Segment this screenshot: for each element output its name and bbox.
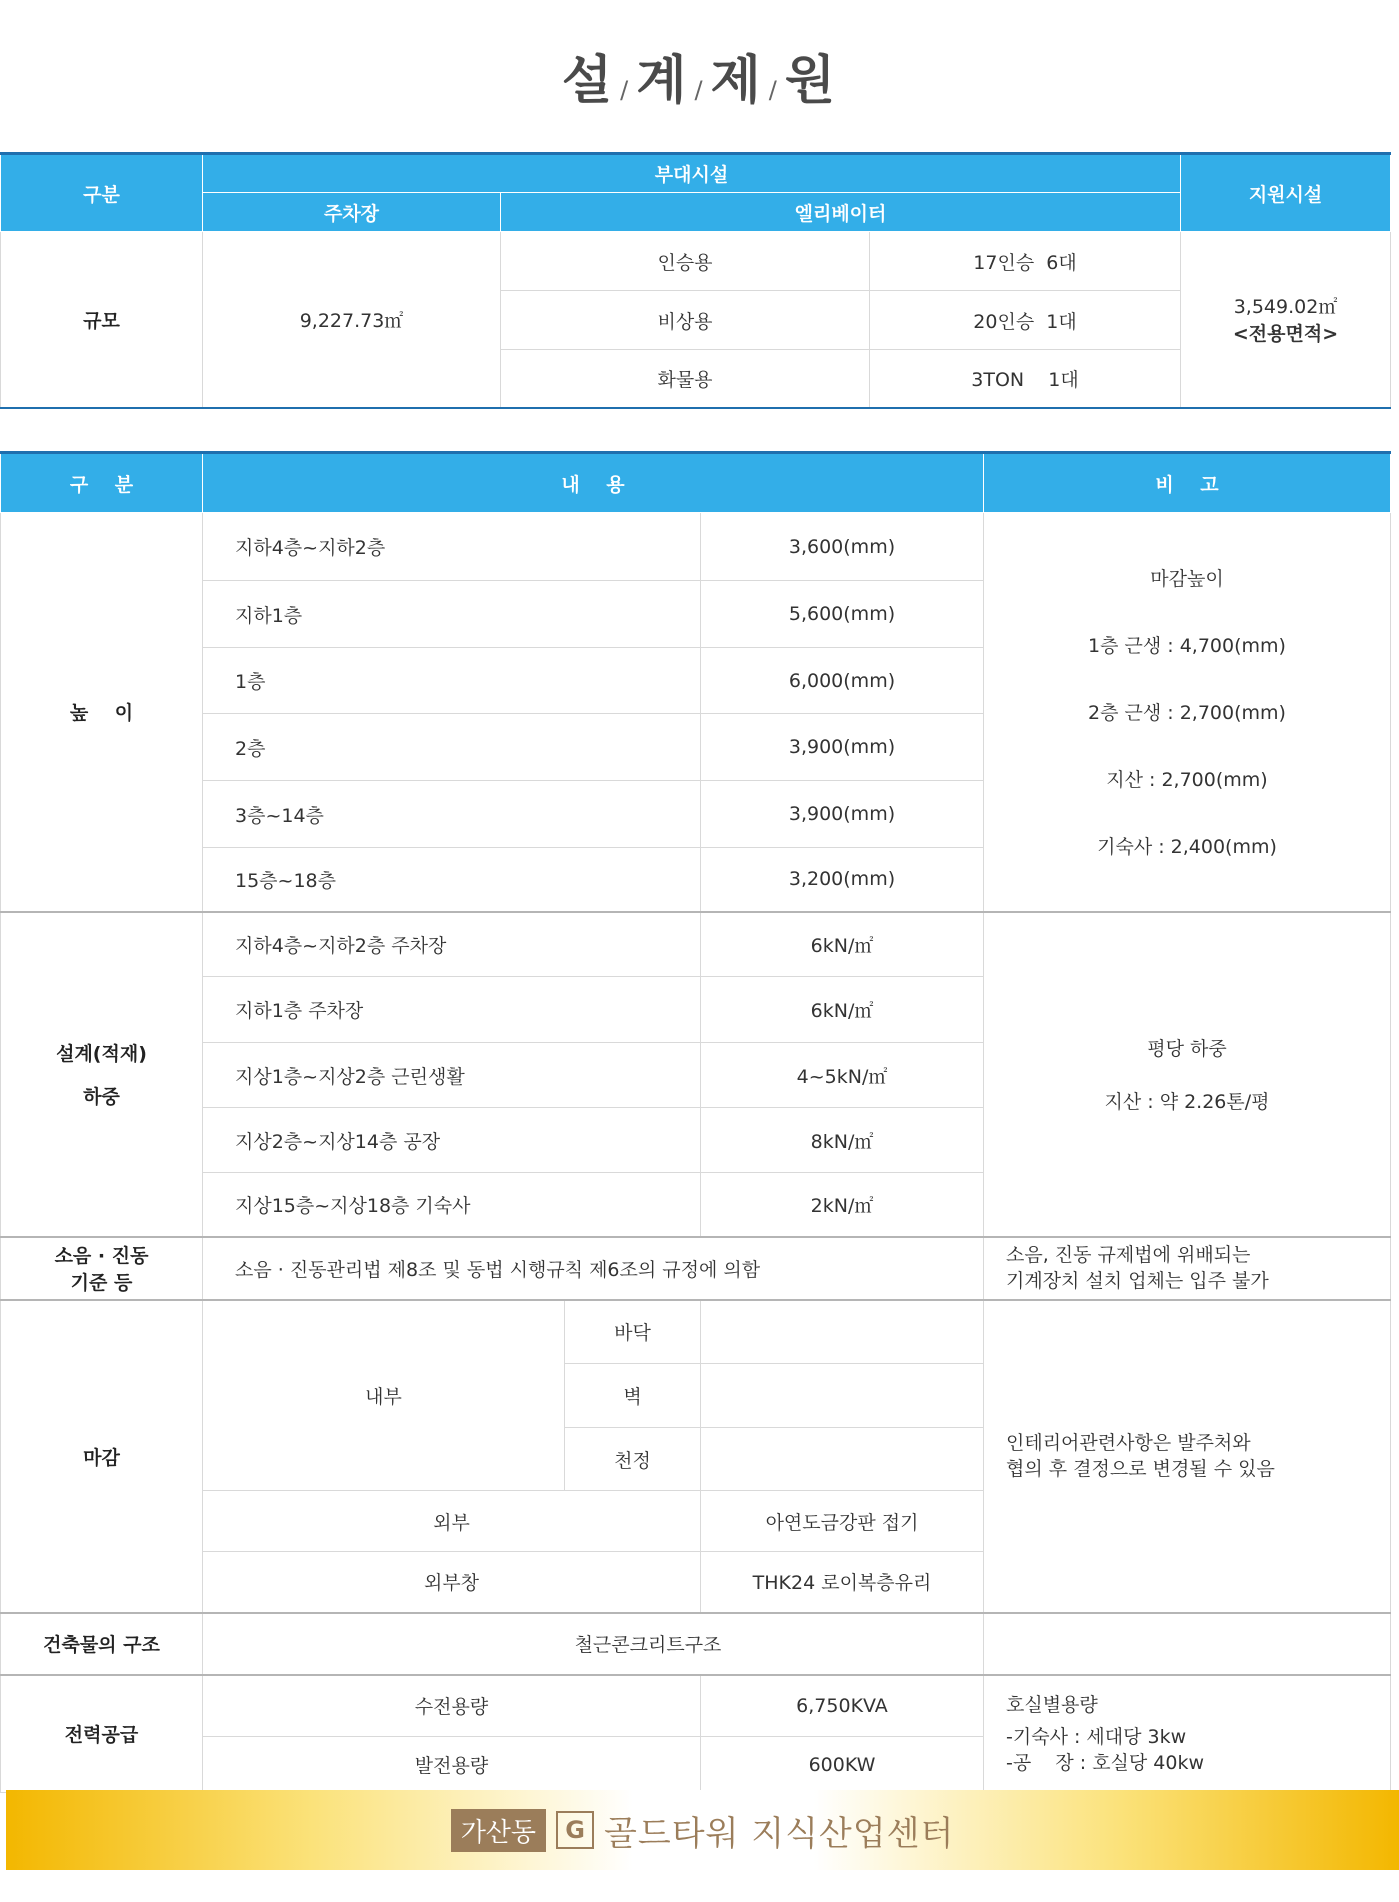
- height-value: 3,900(mm): [701, 781, 984, 848]
- finish-note-line: 인테리어관련사항은 발주처와: [1006, 1432, 1251, 1454]
- header-parking: 주차장: [203, 193, 501, 232]
- power-note-line: -공 장 : 호실당 40kw: [1006, 1751, 1205, 1774]
- elevator-spec: 20인승 1대: [870, 291, 1181, 350]
- elevator-type: 화물용: [501, 350, 870, 408]
- load-item: 지하4층~지하2층 주차장: [203, 912, 701, 977]
- page-title: [0, 38, 1399, 113]
- noise-label-line: 소음 · 진동: [54, 1245, 149, 1267]
- facilities-table: [0, 152, 1391, 409]
- height-value: 6,000(mm): [701, 648, 984, 714]
- noise-label-line: 기준 등: [70, 1272, 133, 1294]
- power-note-cell: [984, 1675, 1391, 1793]
- elevator-type: 인승용: [501, 232, 870, 291]
- footer-banner: [6, 1790, 1399, 1870]
- power-item: 발전용량: [203, 1737, 701, 1793]
- height-item: 15층~18층: [203, 848, 701, 912]
- height-note-cell: [984, 513, 1391, 912]
- finish-interior-part: 천정: [565, 1428, 701, 1491]
- finish-interior-value: [701, 1300, 984, 1364]
- height-value: 3,200(mm): [701, 848, 984, 912]
- elevator-type: 비상용: [501, 291, 870, 350]
- section-label-structure: 건축물의 구조: [1, 1613, 203, 1675]
- height-item: 지하4층~지하2층: [203, 513, 701, 581]
- load-item: 지상2층~지상14층 공장: [203, 1108, 701, 1173]
- height-note-title: 마감높이: [1150, 568, 1224, 591]
- header-gubun: 구 분: [1, 453, 203, 513]
- power-value: 600KW: [701, 1737, 984, 1793]
- finish-window-label: 외부창: [203, 1552, 701, 1613]
- title-char: 계: [636, 51, 689, 111]
- height-value: 3,900(mm): [701, 714, 984, 781]
- finish-note-cell: [984, 1300, 1391, 1613]
- finish-note-line: 협의 후 결정으로 변경될 수 있음: [1006, 1458, 1275, 1480]
- noise-content: 소음 · 진동관리법 제8조 및 동법 시행규칙 제6조의 규정에 의함: [203, 1237, 984, 1300]
- noise-note-cell: [984, 1237, 1391, 1300]
- section-label-finish: 마감: [1, 1300, 203, 1613]
- load-note-cell: [984, 912, 1391, 1237]
- section-label-height: 높 이: [1, 513, 203, 912]
- finish-exterior-label: 외부: [203, 1491, 701, 1552]
- section-label-noise: [1, 1237, 203, 1300]
- height-item: 1층: [203, 648, 701, 714]
- support-area-cell: [1181, 232, 1391, 408]
- finish-interior-value: [701, 1364, 984, 1428]
- load-value: 6kN/㎡: [701, 977, 984, 1043]
- location-badge: 가산동: [451, 1809, 546, 1852]
- header-content: 내 용: [203, 453, 984, 513]
- elevator-spec: 3TON 1대: [870, 350, 1181, 408]
- specs-table: [0, 451, 1391, 1793]
- power-note-title: 호실별용량: [1006, 1693, 1098, 1716]
- finish-interior-label: 내부: [203, 1300, 565, 1491]
- load-value: 4~5kN/㎡: [701, 1043, 984, 1108]
- finish-interior-part: 바닥: [565, 1300, 701, 1364]
- support-area-note: <전용면적>: [1232, 323, 1339, 346]
- header-auxiliary-facilities: 부대시설: [203, 154, 1181, 193]
- header-remarks: 비 고: [984, 453, 1391, 513]
- finish-window-value: THK24 로이복층유리: [701, 1552, 984, 1613]
- load-value: 6kN/㎡: [701, 912, 984, 977]
- load-item: 지하1층 주차장: [203, 977, 701, 1043]
- height-value: 5,600(mm): [701, 581, 984, 648]
- height-note-line: 1층 근생 : 4,700(mm): [1088, 635, 1286, 658]
- footer-content: [6, 1790, 1399, 1870]
- finish-interior-value: [701, 1428, 984, 1491]
- power-value: 6,750KVA: [701, 1675, 984, 1737]
- load-value: 8kN/㎡: [701, 1108, 984, 1173]
- title-char: 설: [561, 51, 615, 111]
- row-label-scale: 규모: [1, 232, 203, 408]
- title-char: 제: [710, 51, 763, 111]
- elevator-spec: 17인승 6대: [870, 232, 1181, 291]
- structure-note-empty: [984, 1613, 1391, 1675]
- height-note-line: 기숙사 : 2,400(mm): [1097, 836, 1277, 859]
- parking-area-value: 9,227.73㎡: [203, 232, 501, 408]
- brand-name: 골드타워 지식산업센터: [604, 1813, 955, 1854]
- header-elevator: 엘리베이터: [501, 193, 1181, 232]
- height-value: 3,600(mm): [701, 513, 984, 581]
- structure-value: 철근콘크리트구조: [203, 1613, 984, 1675]
- load-label-line: 하중: [83, 1086, 120, 1108]
- title-separator: /: [694, 76, 705, 104]
- finish-interior-part: 벽: [565, 1364, 701, 1428]
- title-separator: /: [620, 76, 631, 104]
- height-item: 3층~14층: [203, 781, 701, 848]
- section-label-load: [1, 912, 203, 1237]
- title-separator: /: [768, 76, 779, 104]
- gold-tower-logo-icon: G: [556, 1811, 594, 1849]
- height-note-line: 지산 : 2,700(mm): [1106, 769, 1268, 792]
- load-item: 지상15층~지상18층 기숙사: [203, 1173, 701, 1237]
- load-label-line: 설계(적재): [56, 1043, 147, 1065]
- height-item: 지하1층: [203, 581, 701, 648]
- power-item: 수전용량: [203, 1675, 701, 1737]
- header-support-facilities: 지원시설: [1181, 154, 1391, 232]
- load-note-title: 평당 하중: [1147, 1038, 1227, 1060]
- support-area-value: 3,549.02㎡: [1233, 296, 1338, 319]
- title-char: 원: [784, 51, 838, 111]
- power-note-line: -기숙사 : 세대당 3kw: [1006, 1725, 1187, 1748]
- load-value: 2kN/㎡: [701, 1173, 984, 1237]
- load-item: 지상1층~지상2층 근린생활: [203, 1043, 701, 1108]
- noise-note-line: 소음, 진동 규제법에 위배되는: [1006, 1244, 1251, 1266]
- height-item: 2층: [203, 714, 701, 781]
- header-gubun: 구분: [1, 154, 203, 232]
- noise-note-line: 기계장치 설치 업체는 입주 불가: [1006, 1270, 1269, 1292]
- load-note-value: 지산 : 약 2.26톤/평: [1104, 1091, 1270, 1113]
- finish-exterior-value: 아연도금강판 접기: [701, 1491, 984, 1552]
- height-note-line: 2층 근생 : 2,700(mm): [1088, 702, 1286, 725]
- section-label-power: 전력공급: [1, 1675, 203, 1793]
